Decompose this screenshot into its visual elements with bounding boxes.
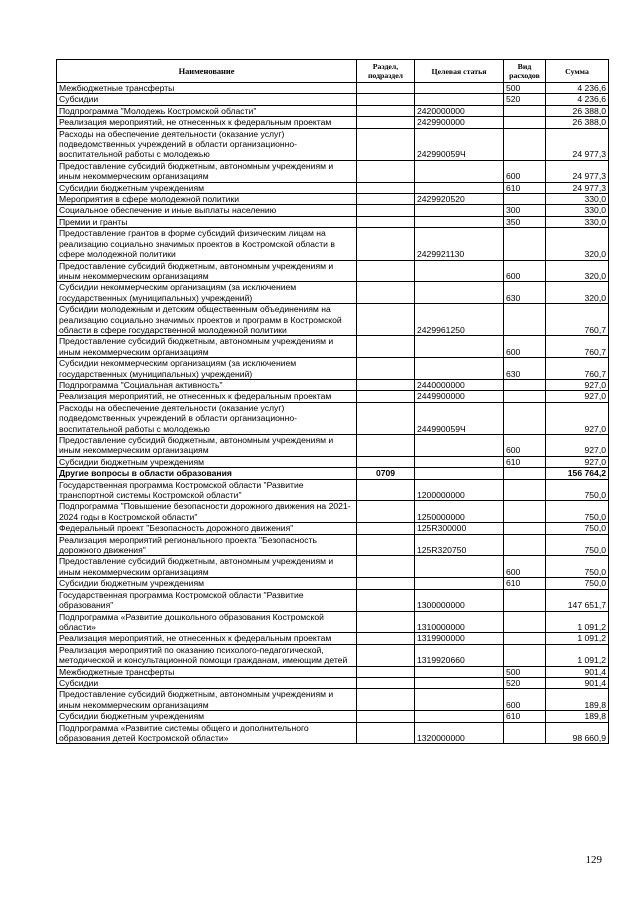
cell-expense-type [504, 105, 546, 116]
cell-expense-type [504, 523, 546, 534]
cell-section [357, 578, 415, 589]
cell-expense-type: 300 [504, 205, 546, 216]
header-target: Целевая статья [415, 60, 504, 83]
cell-target [415, 556, 504, 578]
table-row [57, 589, 609, 611]
cell-expense-type [504, 304, 546, 336]
cell-expense-type: 520 [504, 677, 546, 688]
cell-section [357, 94, 415, 105]
cell-section [357, 711, 415, 722]
table-row [57, 468, 609, 479]
cell-target [415, 578, 504, 589]
cell-sum: 26 388,0 [546, 117, 609, 128]
cell-target: 1319900000 [415, 633, 504, 644]
cell-section [357, 534, 415, 556]
table-row [57, 689, 609, 711]
cell-expense-type: 610 [504, 578, 546, 589]
cell-target [415, 94, 504, 105]
cell-name: Реализация мероприятий, не отнесенных к федеральным проектам [57, 117, 357, 128]
cell-target: 125R320750 [415, 534, 504, 556]
cell-section [357, 479, 415, 501]
cell-name: Предоставление субсидий бюджетным, автономным учреждениям и иным некоммерческим организациям [57, 160, 357, 182]
cell-name: Государственная программа Костромской области "Развитие образования" [57, 589, 357, 611]
table-row [57, 501, 609, 523]
table-row [57, 216, 609, 227]
cell-target [415, 160, 504, 182]
cell-section [357, 282, 415, 304]
cell-section [357, 589, 415, 611]
cell-target: 125R300000 [415, 523, 504, 534]
table-row [57, 194, 609, 205]
cell-sum: 760,7 [546, 336, 609, 358]
cell-sum: 24 977,3 [546, 160, 609, 182]
cell-expense-type [504, 633, 546, 644]
cell-target: 1250000000 [415, 501, 504, 523]
cell-target [415, 689, 504, 711]
cell-name: Другие вопросы в области образования [57, 468, 357, 479]
cell-target: 2420000000 [415, 105, 504, 116]
cell-section [357, 304, 415, 336]
table-row [57, 105, 609, 116]
cell-sum: 760,7 [546, 304, 609, 336]
cell-target [415, 711, 504, 722]
cell-expense-type: 600 [504, 556, 546, 578]
cell-sum: 26 388,0 [546, 105, 609, 116]
cell-name: Подпрограмма «Развитие системы общего и дополнительного образования детей Костромской области» [57, 722, 357, 744]
cell-sum: 320,0 [546, 282, 609, 304]
table-row [57, 182, 609, 193]
table-row [57, 94, 609, 105]
cell-name: Субсидии бюджетным учреждениям [57, 456, 357, 467]
cell-sum: 98 660,9 [546, 722, 609, 744]
cell-sum: 330,0 [546, 216, 609, 227]
cell-name: Предоставление субсидий бюджетным, автономным учреждениям и иным некоммерческим организациям [57, 260, 357, 282]
header-section: Раздел, подраздел [357, 60, 415, 83]
cell-target [415, 435, 504, 457]
cell-sum: 189,8 [546, 689, 609, 711]
cell-expense-type [504, 644, 546, 666]
table-row [57, 260, 609, 282]
cell-expense-type [504, 722, 546, 744]
cell-sum: 750,0 [546, 534, 609, 556]
table-row [57, 556, 609, 578]
header-name: Наименование [57, 60, 357, 83]
cell-expense-type: 630 [504, 282, 546, 304]
table-row [57, 128, 609, 160]
page-number: 129 [585, 854, 602, 866]
cell-target [415, 358, 504, 380]
cell-expense-type: 600 [504, 435, 546, 457]
cell-expense-type [504, 194, 546, 205]
cell-section [357, 105, 415, 116]
cell-expense-type: 500 [504, 666, 546, 677]
table-row [57, 205, 609, 216]
cell-sum: 927,0 [546, 435, 609, 457]
cell-section [357, 83, 415, 94]
cell-name: Реализация мероприятий, не отнесенных к федеральным проектам [57, 391, 357, 402]
cell-name: Подпрограмма "Молодежь Костромской области" [57, 105, 357, 116]
cell-target: 1200000000 [415, 479, 504, 501]
cell-target: 2429961250 [415, 304, 504, 336]
cell-section [357, 358, 415, 380]
cell-target [415, 468, 504, 479]
cell-sum: 760,7 [546, 358, 609, 380]
cell-sum: 4 236,6 [546, 83, 609, 94]
cell-section [357, 336, 415, 358]
cell-expense-type: 610 [504, 182, 546, 193]
cell-expense-type: 600 [504, 689, 546, 711]
cell-expense-type [504, 228, 546, 260]
cell-target: 242990059Ч [415, 128, 504, 160]
cell-name: Подпрограмма «Развитие дошкольного образования Костромской области» [57, 611, 357, 633]
cell-sum: 750,0 [546, 556, 609, 578]
cell-sum: 320,0 [546, 260, 609, 282]
cell-sum: 189,8 [546, 711, 609, 722]
cell-section [357, 391, 415, 402]
cell-section [357, 633, 415, 644]
cell-sum: 750,0 [546, 501, 609, 523]
cell-sum: 330,0 [546, 194, 609, 205]
cell-name: Межбюджетные трансферты [57, 666, 357, 677]
cell-name: Расходы на обеспечение деятельности (оказание услуг) подведомственных учреждений в области организационно-воспитательной работы с молодежью [57, 402, 357, 434]
cell-expense-type [504, 379, 546, 390]
cell-target [415, 666, 504, 677]
cell-name: Субсидии некоммерческим организациям (за исключением государственных (муниципальных) учреждений) [57, 358, 357, 380]
cell-section [357, 677, 415, 688]
cell-sum: 927,0 [546, 456, 609, 467]
cell-expense-type: 500 [504, 83, 546, 94]
cell-target: 2429921130 [415, 228, 504, 260]
cell-expense-type: 600 [504, 336, 546, 358]
cell-section [357, 402, 415, 434]
table-row [57, 611, 609, 633]
cell-target: 2429900000 [415, 117, 504, 128]
budget-table [56, 59, 609, 744]
cell-target: 2440000000 [415, 379, 504, 390]
cell-target: 1300000000 [415, 589, 504, 611]
cell-name: Подпрограмма "Социальная активность" [57, 379, 357, 390]
cell-name: Реализация мероприятий по оказанию психолого-педагогической, методической и консультационной помощи гражданам, имеющим детей [57, 644, 357, 666]
cell-sum: 927,0 [546, 402, 609, 434]
cell-sum: 750,0 [546, 523, 609, 534]
cell-target [415, 182, 504, 193]
cell-expense-type [504, 479, 546, 501]
cell-expense-type [504, 534, 546, 556]
cell-sum: 750,0 [546, 479, 609, 501]
table-row [57, 534, 609, 556]
cell-section [357, 435, 415, 457]
table-row [57, 402, 609, 434]
table-row [57, 117, 609, 128]
cell-name: Субсидии молодежным и детским общественным объединениям на реализацию социально значимых проектов и программ в Костромской области в сфере государственной молодежной политики [57, 304, 357, 336]
cell-name: Мероприятия в сфере молодежной политики [57, 194, 357, 205]
cell-expense-type: 600 [504, 160, 546, 182]
table-row [57, 358, 609, 380]
table-row [57, 523, 609, 534]
cell-name: Подпрограмма "Повышение безопасности дорожного движения на 2021-2024 годы в Костромской области" [57, 501, 357, 523]
table-row [57, 677, 609, 688]
cell-sum: 4 236,6 [546, 94, 609, 105]
cell-expense-type: 600 [504, 260, 546, 282]
cell-target: 244990059Ч [415, 402, 504, 434]
cell-section [357, 456, 415, 467]
cell-section [357, 523, 415, 534]
cell-target [415, 336, 504, 358]
cell-section [357, 194, 415, 205]
cell-target: 1319920660 [415, 644, 504, 666]
cell-section: 0709 [357, 468, 415, 479]
cell-sum: 750,0 [546, 578, 609, 589]
table-row [57, 666, 609, 677]
cell-name: Социальное обеспечение и иные выплаты населению [57, 205, 357, 216]
cell-section [357, 666, 415, 677]
cell-section [357, 260, 415, 282]
cell-target [415, 83, 504, 94]
cell-name: Государственная программа Костромской области "Развитие транспортной системы Костромской области" [57, 479, 357, 501]
cell-name: Предоставление субсидий бюджетным, автономным учреждениям и иным некоммерческим организациям [57, 556, 357, 578]
cell-section [357, 205, 415, 216]
table-row [57, 282, 609, 304]
cell-name: Субсидии некоммерческим организациям (за исключением государственных (муниципальных) учреждений) [57, 282, 357, 304]
table-row [57, 336, 609, 358]
cell-section [357, 379, 415, 390]
cell-section [357, 556, 415, 578]
cell-section [357, 228, 415, 260]
cell-target [415, 260, 504, 282]
cell-expense-type [504, 611, 546, 633]
table-row [57, 160, 609, 182]
cell-expense-type [504, 128, 546, 160]
cell-section [357, 722, 415, 744]
cell-expense-type [504, 117, 546, 128]
cell-name: Реализация мероприятий регионального проекта "Безопасность дорожного движения" [57, 534, 357, 556]
cell-sum: 927,0 [546, 391, 609, 402]
table-row [57, 435, 609, 457]
cell-section [357, 117, 415, 128]
cell-target [415, 216, 504, 227]
cell-expense-type: 610 [504, 711, 546, 722]
table-row [57, 711, 609, 722]
table-header-row [57, 60, 609, 83]
cell-expense-type [504, 468, 546, 479]
cell-target: 2429920520 [415, 194, 504, 205]
table-row [57, 722, 609, 744]
cell-expense-type: 350 [504, 216, 546, 227]
table-row [57, 391, 609, 402]
cell-sum: 927,0 [546, 379, 609, 390]
cell-sum: 320,0 [546, 228, 609, 260]
cell-sum: 147 651,7 [546, 589, 609, 611]
cell-expense-type: 520 [504, 94, 546, 105]
cell-section [357, 644, 415, 666]
table-row [57, 479, 609, 501]
cell-sum: 1 091,2 [546, 644, 609, 666]
cell-section [357, 611, 415, 633]
cell-name: Предоставление грантов в форме субсидий физическим лицам на реализацию социально значимых проектов в Костромской области в сфере молодежной политики [57, 228, 357, 260]
cell-section [357, 128, 415, 160]
cell-name: Расходы на обеспечение деятельности (оказание услуг) подведомственных учреждений в области организационно-воспитательной работы с молодежью [57, 128, 357, 160]
table-row [57, 633, 609, 644]
cell-sum: 901,4 [546, 666, 609, 677]
cell-name: Премии и гранты [57, 216, 357, 227]
cell-expense-type: 610 [504, 456, 546, 467]
cell-expense-type [504, 391, 546, 402]
cell-sum: 156 764,2 [546, 468, 609, 479]
cell-name: Субсидии [57, 677, 357, 688]
table-row [57, 578, 609, 589]
table-body [57, 83, 609, 744]
cell-sum: 901,4 [546, 677, 609, 688]
cell-expense-type: 630 [504, 358, 546, 380]
table-row [57, 83, 609, 94]
cell-sum: 24 977,3 [546, 182, 609, 193]
cell-name: Предоставление субсидий бюджетным, автономным учреждениям и иным некоммерческим организациям [57, 336, 357, 358]
table-row [57, 228, 609, 260]
cell-sum: 24 977,3 [546, 128, 609, 160]
table-row [57, 456, 609, 467]
cell-section [357, 182, 415, 193]
cell-target: 1310000000 [415, 611, 504, 633]
header-expense-type: Вид расходов [504, 60, 546, 83]
table-row [57, 379, 609, 390]
cell-name: Предоставление субсидий бюджетным, автономным учреждениям и иным некоммерческим организациям [57, 435, 357, 457]
cell-name: Субсидии бюджетным учреждениям [57, 182, 357, 193]
cell-name: Субсидии бюджетным учреждениям [57, 578, 357, 589]
header-sum: Сумма [546, 60, 609, 83]
cell-name: Федеральный проект "Безопасность дорожного движения" [57, 523, 357, 534]
cell-sum: 1 091,2 [546, 633, 609, 644]
cell-name: Предоставление субсидий бюджетным, автономным учреждениям и иным некоммерческим организациям [57, 689, 357, 711]
cell-target: 1320000000 [415, 722, 504, 744]
cell-target: 2449900000 [415, 391, 504, 402]
cell-sum: 1 091,2 [546, 611, 609, 633]
cell-expense-type [504, 402, 546, 434]
cell-section [357, 689, 415, 711]
cell-section [357, 160, 415, 182]
cell-expense-type [504, 501, 546, 523]
table-row [57, 644, 609, 666]
cell-name: Реализация мероприятий, не отнесенных к федеральным проектам [57, 633, 357, 644]
cell-sum: 330,0 [546, 205, 609, 216]
cell-section [357, 216, 415, 227]
cell-name: Межбюджетные трансферты [57, 83, 357, 94]
cell-expense-type [504, 589, 546, 611]
cell-name: Субсидии [57, 94, 357, 105]
cell-section [357, 501, 415, 523]
cell-target [415, 205, 504, 216]
cell-target [415, 677, 504, 688]
cell-target [415, 456, 504, 467]
cell-name: Субсидии бюджетным учреждениям [57, 711, 357, 722]
cell-target [415, 282, 504, 304]
table-row [57, 304, 609, 336]
